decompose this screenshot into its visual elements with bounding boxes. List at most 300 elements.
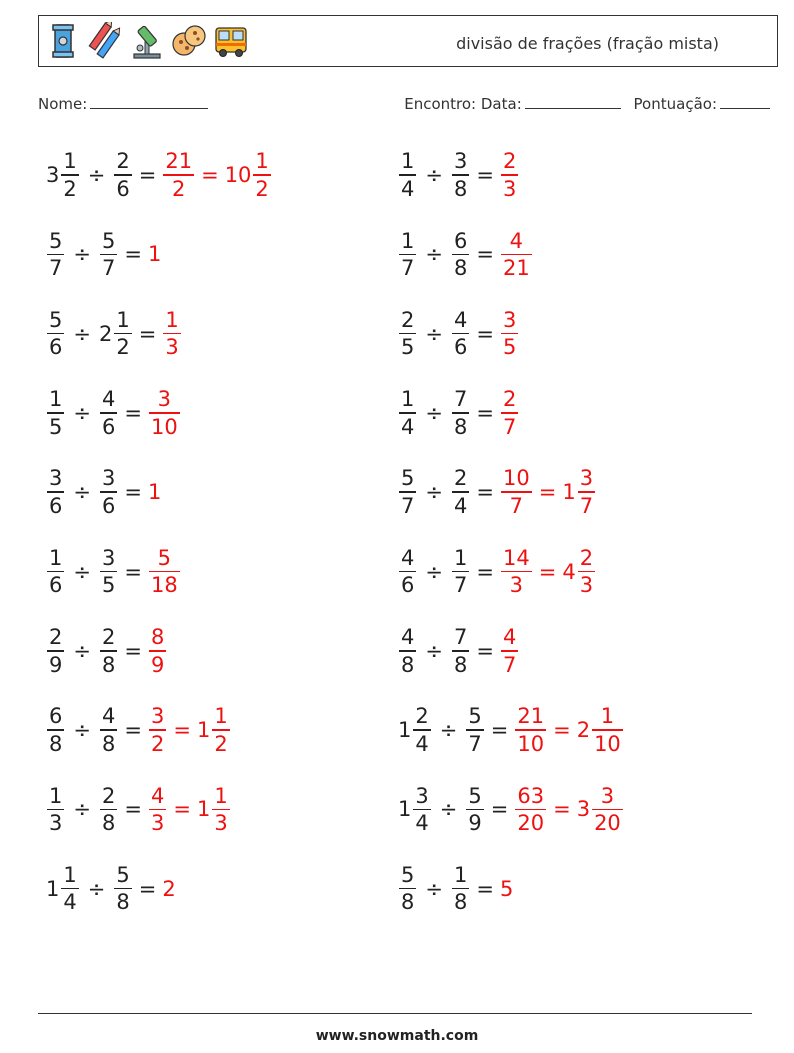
- problem-item: [46, 542, 181, 602]
- mixed-number: [148, 703, 167, 757]
- denominator: 3: [150, 811, 165, 836]
- equals-sign: =: [124, 400, 142, 425]
- score-label: Pontuação:: [633, 95, 717, 113]
- denominator: 7: [502, 414, 517, 439]
- numerator: 4: [101, 387, 116, 412]
- problem-item: [46, 700, 231, 760]
- denominator: 2: [255, 176, 269, 201]
- numerator: 4: [150, 783, 165, 808]
- answer: [500, 148, 519, 202]
- mixed-number: [46, 307, 65, 361]
- equals-sign: =: [138, 163, 157, 187]
- divide-sign: ÷: [73, 797, 91, 822]
- whole-number: 3: [576, 797, 591, 822]
- fraction: [47, 703, 64, 757]
- fraction: [399, 624, 416, 678]
- equals-sign: =: [490, 797, 509, 822]
- whole-number: 1: [562, 480, 576, 505]
- mixed-number: [398, 624, 417, 678]
- numerator: 3: [579, 466, 594, 491]
- fraction: [501, 545, 532, 599]
- divide-sign: ÷: [87, 876, 106, 901]
- numerator: 2: [101, 783, 116, 808]
- fraction: [399, 862, 416, 916]
- denominator: 10: [594, 731, 621, 756]
- mixed-number: [148, 480, 162, 504]
- denominator: 9: [468, 811, 482, 836]
- mixed-number: [514, 703, 547, 757]
- equals-sign: =: [124, 480, 142, 505]
- numerator: 5: [468, 783, 482, 808]
- mixed-number: [99, 624, 118, 678]
- numerator: 5: [401, 466, 415, 491]
- equals-sign: =: [124, 718, 142, 743]
- numerator: 1: [165, 307, 179, 332]
- mixed-number: [99, 703, 118, 757]
- whole-number: 5: [499, 876, 514, 901]
- mixed-number: [500, 148, 519, 202]
- mixed-number: [99, 465, 118, 519]
- divide-sign: ÷: [73, 718, 91, 743]
- denominator: 9: [49, 652, 63, 677]
- problem-item: [398, 145, 519, 205]
- denominator: 3: [49, 811, 63, 836]
- fraction: [399, 545, 416, 599]
- whole-number: 1: [46, 876, 60, 901]
- numerator: 5: [49, 307, 63, 332]
- whole-number: 1: [147, 242, 162, 267]
- divide-sign: ÷: [73, 638, 91, 663]
- footer-url: www.snowmath.com: [315, 1028, 479, 1044]
- denominator: 7: [401, 493, 415, 518]
- meeting-date-label: Encontro: Data:: [404, 95, 522, 113]
- mixed-number: [451, 862, 470, 916]
- numerator: 21: [165, 149, 193, 174]
- mixed-number: [451, 624, 470, 678]
- numerator: 4: [502, 625, 517, 650]
- mixed-number: [197, 703, 231, 757]
- mixed-number: [398, 307, 417, 361]
- mixed-number: [577, 783, 624, 837]
- fraction: [515, 703, 546, 757]
- mixed-number: [500, 877, 514, 901]
- numerator: 7: [453, 387, 468, 412]
- mixed-number: [197, 783, 231, 837]
- numerator: 3: [150, 704, 165, 729]
- denominator: 7: [401, 256, 415, 281]
- whole-number: 10: [224, 163, 252, 187]
- worksheet-title: divisão de frações (fração mista): [456, 34, 719, 53]
- fraction: [47, 545, 64, 599]
- fraction: [149, 783, 166, 837]
- whole-number: 1: [196, 718, 211, 743]
- answer: [162, 877, 176, 901]
- mixed-number: [46, 783, 65, 837]
- fraction: [501, 307, 518, 361]
- answer: [514, 783, 623, 837]
- mixed-number: [500, 465, 533, 519]
- divide-sign: ÷: [425, 242, 443, 267]
- denominator: 7: [579, 493, 594, 518]
- denominator: 6: [453, 335, 468, 360]
- divide-sign: ÷: [425, 321, 443, 346]
- whole-number: 1: [147, 480, 162, 505]
- problem-item: [398, 462, 596, 522]
- whole-number: 3: [46, 163, 60, 187]
- denominator: 3: [214, 811, 228, 836]
- numerator: 3: [502, 307, 517, 332]
- divide-sign: ÷: [425, 400, 443, 425]
- numerator: 8: [150, 625, 165, 650]
- denominator: 7: [502, 652, 517, 677]
- numerator: 5: [468, 704, 482, 729]
- equals-sign: =: [476, 638, 494, 663]
- equals-sign: =: [124, 797, 142, 822]
- denominator: 18: [150, 573, 178, 598]
- problem-item: [46, 621, 167, 681]
- mixed-number: [398, 545, 417, 599]
- mixed-number: [562, 465, 596, 519]
- numerator: 1: [600, 704, 615, 729]
- answer: [500, 877, 514, 901]
- fraction: [592, 783, 623, 837]
- equals-sign: =: [124, 559, 142, 584]
- denominator: 6: [401, 573, 415, 598]
- equals-sign: =: [553, 797, 571, 822]
- divide-sign: ÷: [425, 163, 443, 187]
- mixed-number: [46, 545, 65, 599]
- fraction: [114, 148, 131, 202]
- mixed-number: [46, 148, 80, 202]
- numerator: 1: [49, 783, 63, 808]
- numerator: 4: [509, 228, 524, 253]
- denominator: 8: [116, 890, 130, 915]
- denominator: 5: [401, 335, 415, 360]
- equals-sign: =: [173, 797, 191, 822]
- denominator: 8: [453, 414, 468, 439]
- mixed-number: [99, 783, 118, 837]
- whole-number: 1: [398, 797, 412, 822]
- mixed-number: [99, 545, 118, 599]
- fraction: [501, 386, 518, 440]
- fraction: [452, 148, 469, 202]
- fraction: [501, 624, 518, 678]
- equals-sign: =: [201, 163, 219, 187]
- denominator: 6: [101, 414, 116, 439]
- equals-sign: =: [553, 718, 571, 743]
- numerator: 1: [49, 387, 63, 412]
- mixed-number: [398, 228, 417, 282]
- denominator: 21: [502, 256, 530, 281]
- fraction: [47, 624, 64, 678]
- numerator: 2: [579, 545, 594, 570]
- mixed-number: [500, 386, 519, 440]
- denominator: 3: [509, 573, 524, 598]
- fraction: [452, 624, 469, 678]
- divide-sign: ÷: [425, 638, 443, 663]
- denominator: 6: [116, 176, 130, 201]
- denominator: 4: [453, 493, 468, 518]
- problem-item: [398, 383, 519, 443]
- mixed-number: [465, 783, 484, 837]
- denominator: 6: [49, 493, 63, 518]
- fraction: [47, 783, 64, 837]
- mixed-number: [148, 783, 167, 837]
- fraction: [149, 624, 166, 678]
- mixed-number: [225, 148, 272, 202]
- answer: [500, 307, 519, 361]
- mixed-number: [46, 386, 65, 440]
- denominator: 7: [49, 256, 63, 281]
- mixed-number: [148, 624, 167, 678]
- answer: [162, 148, 271, 202]
- fraction: [399, 148, 416, 202]
- equals-sign: =: [538, 480, 557, 505]
- fraction: [212, 783, 229, 837]
- fraction: [100, 465, 117, 519]
- fraction: [100, 545, 117, 599]
- answer: [514, 703, 623, 757]
- denominator: 2: [214, 731, 228, 756]
- problem-item: [398, 621, 519, 681]
- problem-item: [46, 779, 231, 839]
- equals-sign: =: [138, 876, 157, 901]
- numerator: 1: [401, 387, 415, 412]
- problem-item: [398, 779, 624, 839]
- divide-sign: ÷: [73, 480, 91, 505]
- fraction: [452, 228, 469, 282]
- footer-divider: [38, 1013, 752, 1014]
- denominator: 5: [101, 573, 116, 598]
- problem-item: [398, 224, 533, 284]
- denominator: 2: [116, 335, 130, 360]
- numerator: 6: [49, 704, 63, 729]
- numerator: 63: [517, 783, 545, 808]
- mixed-number: [398, 148, 417, 202]
- mixed-number: [398, 386, 417, 440]
- answer: [148, 624, 167, 678]
- answer: [148, 703, 231, 757]
- denominator: 7: [509, 493, 524, 518]
- numerator: 1: [63, 149, 77, 174]
- numerator: 3: [415, 783, 429, 808]
- equals-sign: =: [476, 400, 494, 425]
- numerator: 2: [502, 149, 517, 174]
- fraction: [452, 307, 469, 361]
- denominator: 8: [453, 652, 468, 677]
- whole-number: 2: [162, 876, 176, 901]
- denominator: 20: [594, 811, 621, 836]
- mixed-number: [398, 783, 432, 837]
- numerator: 1: [116, 307, 130, 332]
- denominator: 8: [401, 890, 415, 915]
- equals-sign: =: [173, 718, 191, 743]
- denominator: 4: [415, 811, 429, 836]
- numerator: 7: [453, 625, 468, 650]
- numerator: 3: [49, 466, 63, 491]
- denominator: 20: [517, 811, 545, 836]
- whole-number: 2: [98, 321, 113, 346]
- divide-sign: ÷: [73, 559, 91, 584]
- mixed-number: [398, 465, 417, 519]
- fraction: [100, 624, 117, 678]
- numerator: 3: [157, 387, 172, 412]
- divide-sign: ÷: [439, 797, 458, 822]
- denominator: 8: [453, 256, 468, 281]
- mixed-number: [451, 148, 470, 202]
- name-label: Nome:: [38, 95, 88, 113]
- denominator: 3: [502, 176, 517, 201]
- fraction: [515, 783, 546, 837]
- numerator: 1: [255, 149, 269, 174]
- numerator: 4: [101, 704, 116, 729]
- fraction: [47, 465, 64, 519]
- fraction: [413, 783, 430, 837]
- denominator: 8: [101, 652, 116, 677]
- divide-sign: ÷: [73, 321, 91, 346]
- numerator: 2: [502, 387, 517, 412]
- numerator: 1: [49, 545, 63, 570]
- equals-sign: =: [124, 242, 142, 267]
- fraction: [578, 545, 595, 599]
- answer: [148, 783, 231, 837]
- mixed-number: [451, 228, 470, 282]
- fraction: [501, 465, 532, 519]
- equals-sign: =: [476, 480, 494, 505]
- divide-sign: ÷: [425, 876, 443, 901]
- denominator: 9: [150, 652, 165, 677]
- numerator: 21: [517, 704, 545, 729]
- denominator: 7: [468, 731, 482, 756]
- denominator: 8: [101, 731, 116, 756]
- whole-number: 1: [398, 718, 412, 743]
- equals-sign: =: [476, 559, 494, 584]
- mixed-number: [99, 386, 118, 440]
- fraction: [399, 307, 416, 361]
- fraction: [466, 783, 483, 837]
- divide-sign: ÷: [425, 559, 443, 584]
- fraction: [149, 386, 180, 440]
- problem-item: [398, 859, 514, 919]
- numerator: 4: [401, 625, 415, 650]
- fraction: [100, 228, 117, 282]
- numerator: 3: [600, 783, 615, 808]
- mixed-number: [162, 307, 181, 361]
- numerator: 2: [101, 625, 116, 650]
- fraction: [149, 703, 166, 757]
- mixed-number: [113, 148, 132, 202]
- equals-sign: =: [138, 321, 157, 346]
- numerator: 5: [101, 228, 116, 253]
- problem-item: [46, 224, 162, 284]
- mixed-number: [113, 862, 132, 916]
- denominator: 6: [101, 493, 116, 518]
- numerator: 5: [157, 545, 172, 570]
- fraction: [413, 703, 430, 757]
- numerator: 1: [214, 783, 228, 808]
- mixed-number: [162, 148, 195, 202]
- fraction: [452, 386, 469, 440]
- fraction: [452, 545, 469, 599]
- fraction: [253, 148, 270, 202]
- denominator: 10: [150, 414, 178, 439]
- mixed-number: [514, 783, 547, 837]
- whole-number: 2: [576, 718, 591, 743]
- equals-sign: =: [476, 163, 494, 187]
- problem-item: [46, 304, 182, 364]
- numerator: 5: [49, 228, 63, 253]
- fraction: [452, 862, 469, 916]
- denominator: 8: [401, 652, 415, 677]
- numerator: 1: [401, 228, 415, 253]
- numerator: 1: [453, 862, 468, 887]
- mixed-number: [46, 862, 80, 916]
- mixed-number: [451, 386, 470, 440]
- mixed-number: [500, 307, 519, 361]
- divide-sign: ÷: [87, 163, 106, 187]
- answer: [500, 228, 533, 282]
- fraction: [114, 862, 131, 916]
- numerator: 2: [401, 307, 415, 332]
- problem-item: [46, 383, 181, 443]
- mixed-number: [148, 386, 181, 440]
- whole-number: 4: [562, 559, 576, 584]
- mixed-number: [99, 228, 118, 282]
- denominator: 2: [150, 731, 165, 756]
- mixed-number: [451, 307, 470, 361]
- equals-sign: =: [476, 876, 494, 901]
- answer: [148, 242, 162, 266]
- fraction: [47, 307, 64, 361]
- fraction: [47, 228, 64, 282]
- numerator: 3: [101, 545, 116, 570]
- problem-item: [46, 462, 162, 522]
- numerator: 2: [49, 625, 63, 650]
- numerator: 2: [116, 149, 130, 174]
- divide-sign: ÷: [73, 400, 91, 425]
- answer: [500, 465, 596, 519]
- numerator: 1: [401, 149, 415, 174]
- denominator: 5: [502, 335, 517, 360]
- numerator: 5: [401, 862, 415, 887]
- denominator: 3: [579, 573, 594, 598]
- fraction: [466, 703, 483, 757]
- whole-number: 1: [196, 797, 211, 822]
- answer: [162, 307, 181, 361]
- numerator: 3: [101, 466, 116, 491]
- mixed-number: [451, 465, 470, 519]
- numerator: 4: [453, 307, 468, 332]
- denominator: 6: [49, 335, 63, 360]
- fraction: [163, 148, 194, 202]
- numerator: 5: [116, 862, 130, 887]
- denominator: 2: [63, 176, 77, 201]
- denominator: 8: [453, 176, 468, 201]
- mixed-number: [451, 545, 470, 599]
- fraction: [149, 545, 180, 599]
- denominator: 5: [49, 414, 63, 439]
- mixed-number: [562, 545, 596, 599]
- answer: [148, 386, 181, 440]
- mixed-number: [46, 703, 65, 757]
- equals-sign: =: [476, 321, 494, 346]
- problem-item: [398, 700, 624, 760]
- mixed-number: [465, 703, 484, 757]
- answer: [500, 386, 519, 440]
- numerator: 6: [453, 228, 468, 253]
- problem-item: [46, 859, 177, 919]
- numerator: 4: [401, 545, 415, 570]
